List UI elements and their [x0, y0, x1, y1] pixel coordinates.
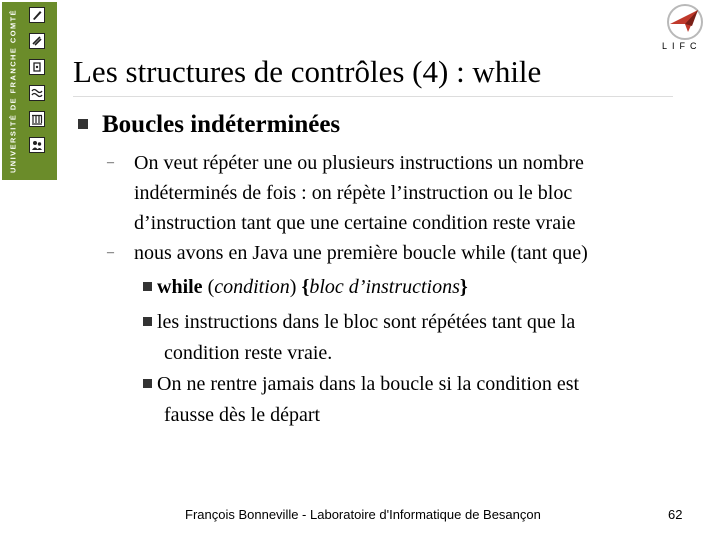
- square-bullet-icon: [78, 119, 88, 129]
- lifc-logo: [652, 2, 718, 54]
- university-sidebar: [2, 2, 57, 180]
- point-1-line-2: indéterminés de fois : on répète l’instruction ou le bloc: [134, 182, 573, 204]
- book-icon: [29, 59, 45, 75]
- logo-text: LIFC: [662, 41, 702, 51]
- sub-point-2-line-1: les instructions dans le bloc sont répétées tant que la: [157, 311, 576, 333]
- close-paren: ): [289, 276, 297, 298]
- condition-text: condition: [214, 276, 290, 298]
- university-label: UNIVERSITÉ DE FRANCHE COMTÉ: [8, 8, 18, 174]
- sub-point-2: [143, 307, 683, 369]
- while-keyword: while: [157, 276, 203, 298]
- heading-text: Boucles indéterminées: [102, 111, 341, 138]
- lifc-logo-mark: [652, 2, 718, 42]
- point-1-line-1: On veut répéter une ou plusieurs instructions un nombre: [134, 152, 584, 174]
- sub-point-3: [143, 369, 683, 431]
- sub-point-1: [143, 272, 683, 303]
- square-bullet-icon: [143, 379, 152, 388]
- people-icon: [29, 137, 45, 153]
- university-name: [6, 6, 20, 176]
- sub-point-3-line-1: On ne rentre jamais dans la boucle si la condition est: [157, 373, 580, 395]
- sub-point-2-line-2: condition reste vraie.: [164, 342, 333, 364]
- block-text: bloc d’instructions: [309, 276, 460, 298]
- note-icon: [29, 33, 45, 49]
- sidebar-icons: [29, 7, 53, 163]
- footer-text: François Bonneville - Laboratoire d'Informatique de Besançon: [185, 507, 541, 522]
- title-divider: [73, 96, 673, 97]
- brace-open: {: [301, 276, 310, 298]
- pencil-icon: [29, 7, 45, 23]
- square-bullet-icon: [143, 282, 152, 291]
- building-icon: [29, 111, 45, 127]
- slide-title: Les structures de contrôles (4) : while: [73, 54, 542, 89]
- open-paren: (: [207, 276, 215, 298]
- dash-bullet-icon: –: [107, 245, 114, 260]
- wave-icon: [29, 85, 45, 101]
- page-number: 62: [668, 507, 683, 522]
- heading-item: [78, 111, 340, 139]
- point-1-line-3: d’instruction tant que une certaine condition reste vraie: [134, 212, 576, 234]
- point-2-text: nous avons en Java une première boucle while (tant que): [134, 242, 588, 264]
- square-bullet-icon: [143, 317, 152, 326]
- brace-close: }: [459, 276, 468, 298]
- sub-point-3-line-2: fausse dès le départ: [164, 404, 321, 426]
- dash-bullet-icon: –: [107, 155, 114, 170]
